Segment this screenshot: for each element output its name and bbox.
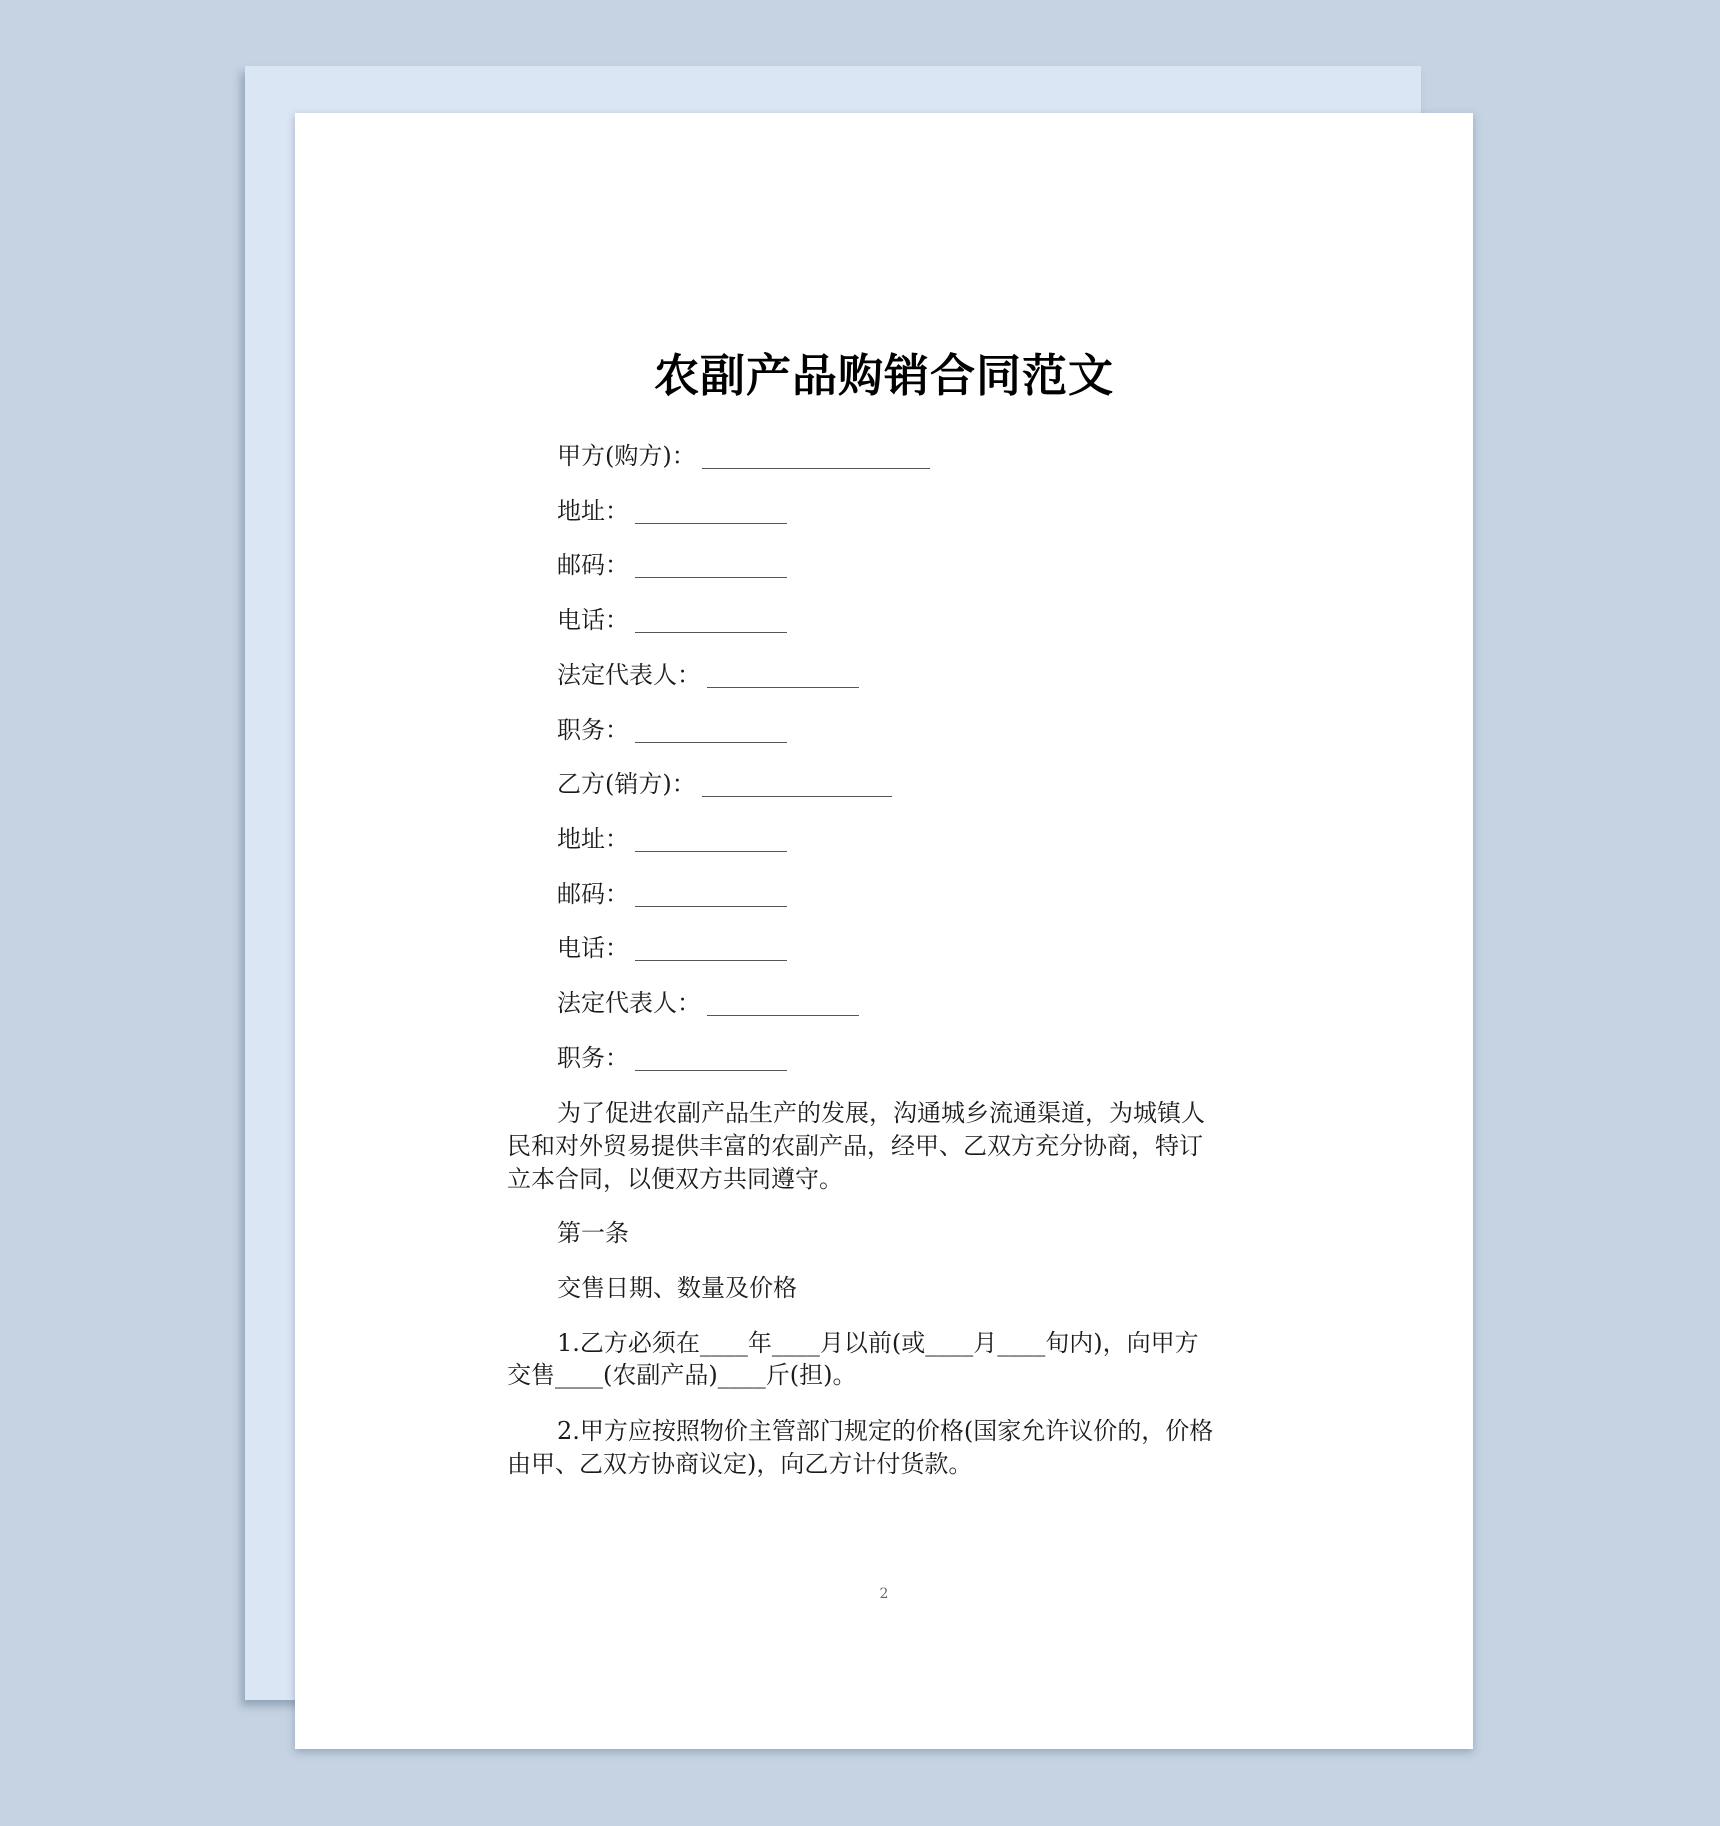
field-party-a-representative (557, 659, 859, 692)
blank-line (707, 665, 859, 688)
field-party-a-address (557, 495, 787, 528)
blank-line (635, 610, 787, 633)
preamble-line: 为了促进农副产品生产的发展，沟通城乡流通渠道，为城镇人 (557, 1099, 1205, 1127)
blank-line (635, 884, 787, 907)
field-party-b-position (557, 1042, 787, 1075)
field-party-a (557, 440, 930, 473)
document-title: 农副产品购销合同范文 (653, 349, 1114, 402)
document-page (295, 113, 1473, 1749)
clause-2-line: 由甲、乙双方协商议定)，向乙方计付货款。 (507, 1450, 973, 1478)
field-label: 电话： (557, 934, 629, 962)
field-label: 乙方(销方)： (557, 770, 696, 798)
blank-line (635, 938, 787, 961)
blank-line (707, 993, 859, 1016)
field-party-b (557, 768, 892, 801)
field-label: 甲方(购方)： (557, 442, 696, 470)
field-party-a-position (557, 714, 787, 747)
preamble-line: 立本合同，以便双方共同遵守。 (507, 1165, 843, 1193)
field-label: 邮码： (557, 880, 629, 908)
field-label: 法定代表人： (557, 661, 701, 689)
field-label: 地址： (557, 825, 629, 853)
field-party-a-phone (557, 604, 787, 637)
field-party-a-postcode (557, 549, 787, 582)
field-party-b-phone (557, 932, 787, 965)
blank-line (702, 446, 930, 469)
blank-line (635, 501, 787, 524)
page-number: 2 (879, 1586, 889, 1602)
field-label: 电话： (557, 606, 629, 634)
field-label: 职务： (557, 1044, 629, 1072)
clause-2-line: 2.甲方应按照物价主管部门规定的价格(国家允许议价的，价格 (557, 1417, 1214, 1445)
clause-1-line: 1.乙方必须在____年____月以前(或____月____旬内)，向甲方 (557, 1329, 1199, 1357)
blank-line (635, 1048, 787, 1071)
field-party-b-address (557, 823, 787, 856)
preamble-line: 民和对外贸易提供丰富的农副产品，经甲、乙双方充分协商，特订 (507, 1132, 1203, 1160)
field-party-b-postcode (557, 878, 787, 911)
article-subheading: 交售日期、数量及价格 (557, 1274, 797, 1302)
clause-1-line: 交售____(农副产品)____斤(担)。 (507, 1361, 857, 1389)
blank-line (635, 829, 787, 852)
field-party-b-representative (557, 987, 859, 1020)
field-label: 职务： (557, 716, 629, 744)
blank-line (635, 720, 787, 743)
field-label: 邮码： (557, 551, 629, 579)
field-label: 法定代表人： (557, 989, 701, 1017)
blank-line (702, 774, 892, 797)
article-heading: 第一条 (557, 1219, 629, 1247)
blank-line (635, 555, 787, 578)
field-label: 地址： (557, 497, 629, 525)
